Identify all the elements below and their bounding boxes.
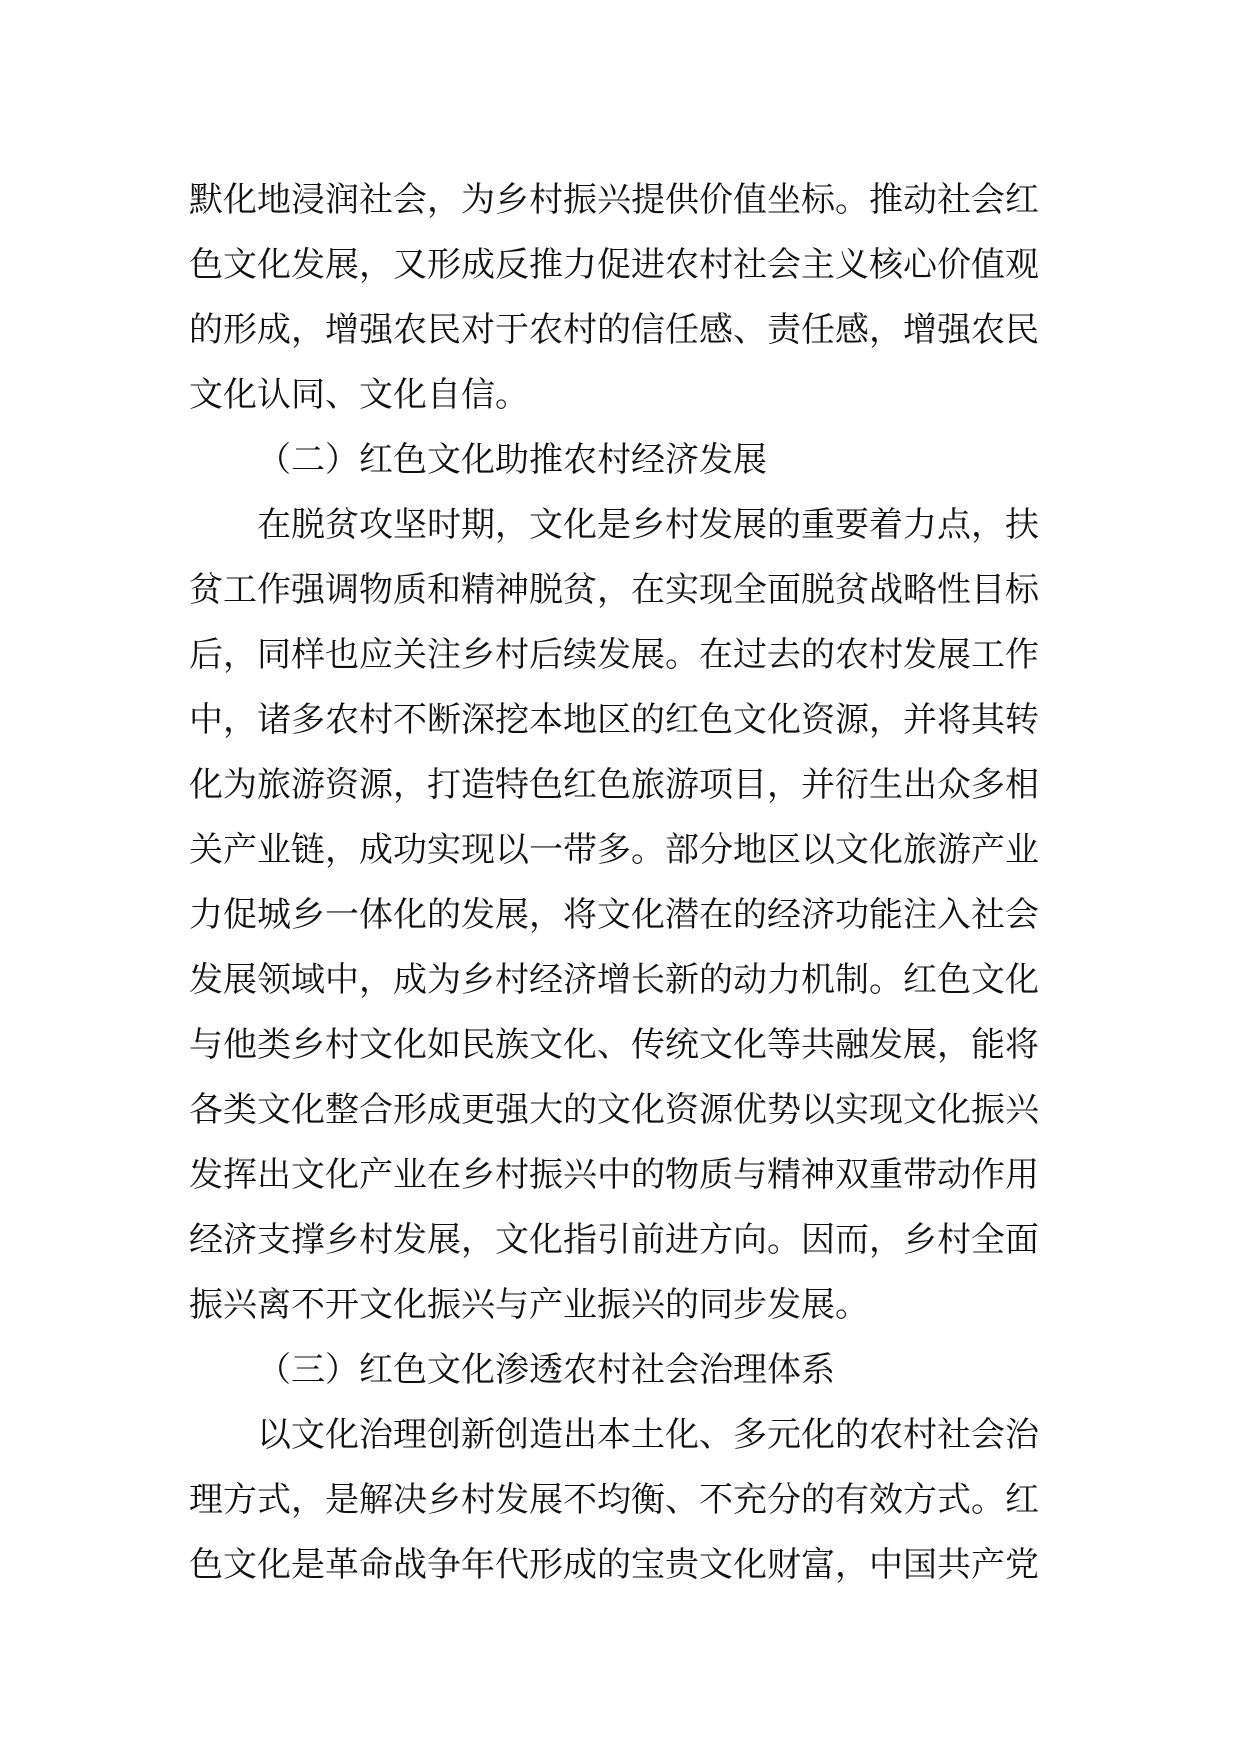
- text-line: 化为旅游资源，打造特色红色旅游项目，并衍生出众多相: [189, 765, 1039, 805]
- text-line: 发展领域中，成为乡村经济增长新的动力机制。红色文化: [189, 960, 1039, 1000]
- text-line: 与他类乡村文化如民族文化、传统文化等共融发展，能将: [189, 1025, 1039, 1065]
- text-line: 以文化治理创新创造出本土化、多元化的农村社会治: [257, 1415, 1039, 1455]
- section-heading-text: （三）红色文化渗透农村社会治理体系: [257, 1350, 835, 1390]
- text-line: 中，诸多农村不断深挖本地区的红色文化资源，并将其转: [189, 700, 1039, 740]
- text-line: 色文化是革命战争年代形成的宝贵文化财富，中国共产党: [189, 1545, 1039, 1585]
- text-line: 色文化发展，又形成反推力促进农村社会主义核心价值观: [189, 245, 1039, 285]
- text-line: 关产业链，成功实现以一带多。部分地区以文化旅游产业: [189, 830, 1039, 870]
- section-heading: [189, 1338, 1069, 1403]
- section-heading-text: （二）红色文化助推农村经济发展: [257, 440, 767, 480]
- document-body: [189, 168, 1069, 1598]
- text-line: 文化认同、文化自信。: [189, 375, 529, 415]
- paragraph: [189, 1403, 1069, 1598]
- text-line: 贫工作强调物质和精神脱贫，在实现全面脱贫战略性目标: [189, 570, 1039, 610]
- text-line: 后，同样也应关注乡村后续发展。在过去的农村发展工作: [189, 635, 1039, 675]
- text-line: 力促城乡一体化的发展，将文化潜在的经济功能注入社会: [189, 895, 1039, 935]
- paragraph-continuation: [189, 168, 1069, 428]
- paragraph: [189, 493, 1069, 1338]
- text-line: 发挥出文化产业在乡村振兴中的物质与精神双重带动作用: [189, 1155, 1039, 1195]
- text-line: 经济支撑乡村发展，文化指引前进方向。因而，乡村全面: [189, 1220, 1039, 1260]
- text-line: 的形成，增强农民对于农村的信任感、责任感，增强农民: [189, 310, 1039, 350]
- text-line: 振兴离不开文化振兴与产业振兴的同步发展。: [189, 1285, 869, 1325]
- text-line: 默化地浸润社会，为乡村振兴提供价值坐标。推动社会红: [189, 180, 1039, 220]
- text-line: 在脱贫攻坚时期，文化是乡村发展的重要着力点，扶: [257, 505, 1039, 545]
- section-heading: [189, 428, 1069, 493]
- text-line: 各类文化整合形成更强大的文化资源优势以实现文化振兴: [189, 1090, 1039, 1130]
- text-line: 理方式，是解决乡村发展不均衡、不充分的有效方式。红: [189, 1480, 1039, 1520]
